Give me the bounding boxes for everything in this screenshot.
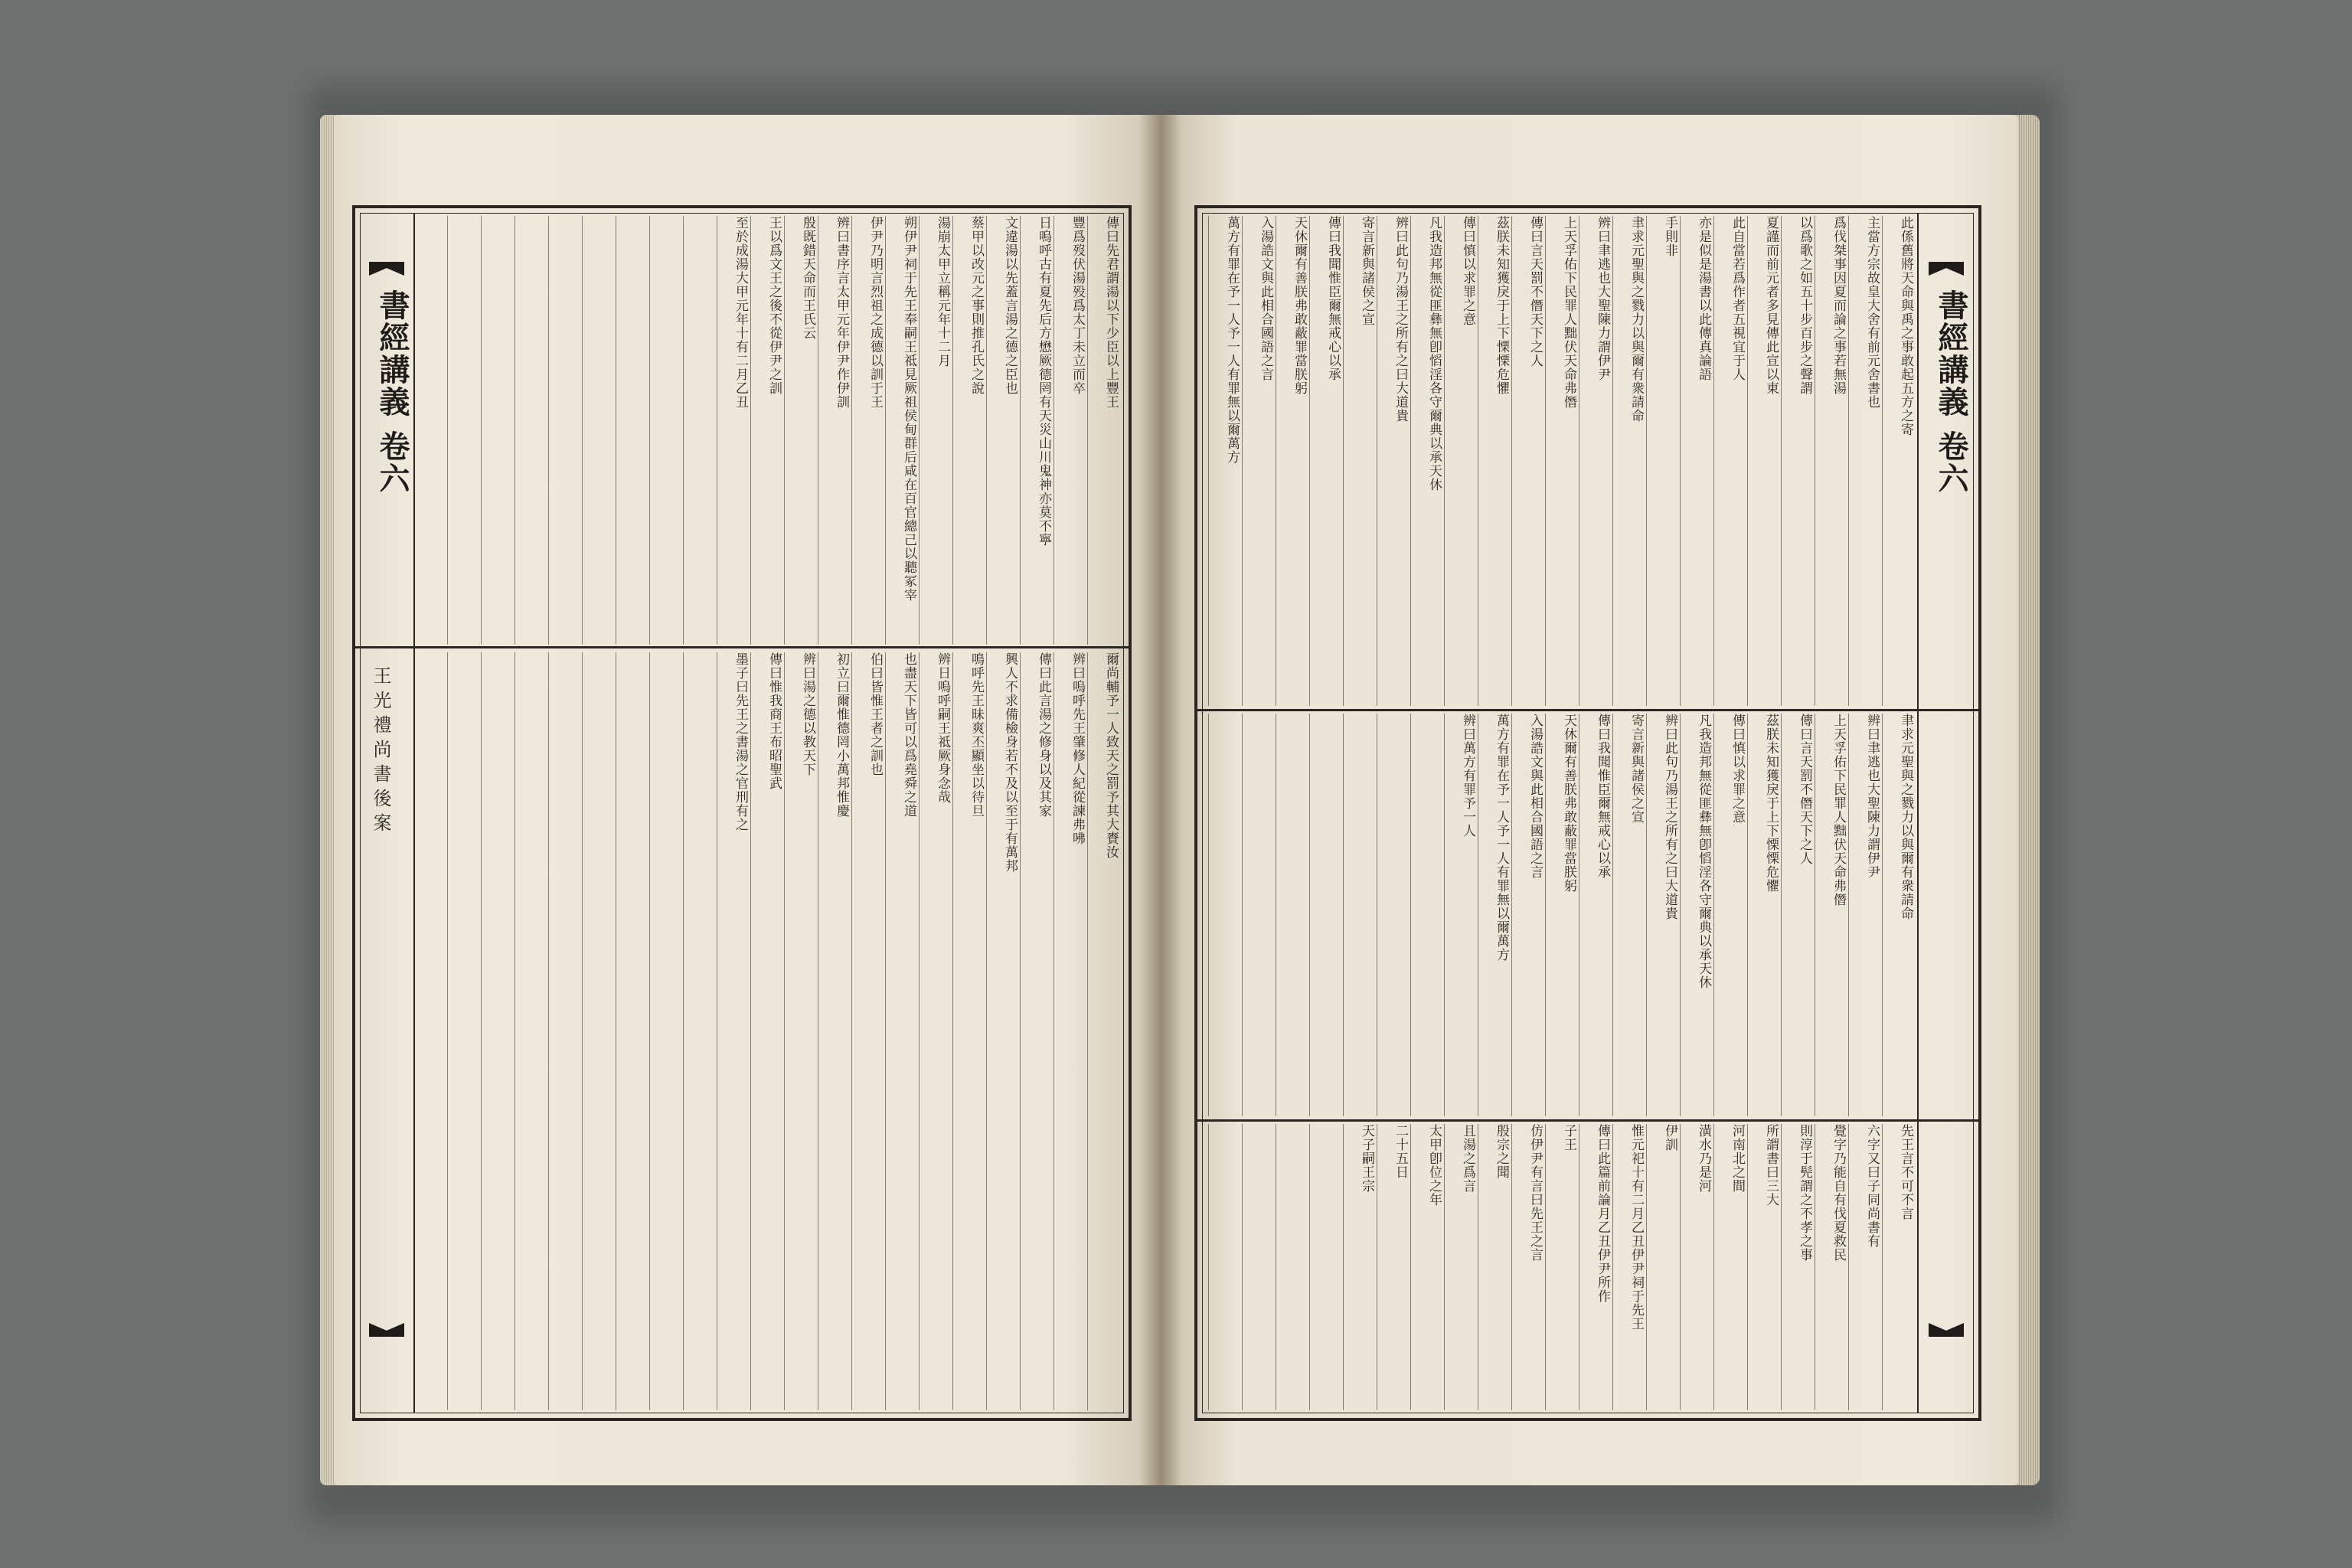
text-column: 覺字乃能自有伐夏救民 <box>1831 1124 1846 1262</box>
column-rule <box>1208 714 1209 1116</box>
right-top-text-block <box>1205 216 1916 706</box>
text-column: 至於成湯大甲元年十有二月乙丑 <box>733 216 748 409</box>
column-rule <box>784 652 785 1410</box>
column-rule <box>952 216 953 645</box>
right-page <box>1161 115 2018 1485</box>
text-column: 日嗚呼古有夏先后方懋厥德罔有天災山川鬼神亦莫不寧 <box>1036 216 1051 547</box>
text-column: 辨曰書序言太甲元年伊尹作伊訓 <box>834 216 849 409</box>
text-column: 萬方有罪在予一人予一人有罪無以爾萬方 <box>1224 216 1240 464</box>
column-rule <box>1882 216 1883 706</box>
column-rule <box>1242 714 1243 1116</box>
column-rule <box>952 652 953 1410</box>
column-rule <box>1848 714 1849 1116</box>
left-side-note: 王光禮尚書後案 <box>370 666 391 838</box>
text-column: 傳曰此篇前論月乙丑伊尹所作 <box>1595 1124 1610 1303</box>
book-gutter <box>1139 115 1182 1485</box>
text-column: 辨曰聿逃也大聖陳力謂伊尹 <box>1864 714 1880 879</box>
column-rule <box>1343 714 1344 1116</box>
column-rule <box>750 652 751 1410</box>
text-column: 傳曰慎以求罪之意 <box>1460 216 1475 326</box>
column-rule <box>1087 216 1088 645</box>
column-rule <box>1680 1124 1681 1410</box>
column-rule <box>1747 1124 1748 1410</box>
text-column: 萬方有罪在予一人予一人有罪無以爾萬方 <box>1494 714 1509 962</box>
fishtail-mark <box>1929 1323 1964 1337</box>
text-column: 夏謹而前元者多見傳此宣以東 <box>1763 216 1779 395</box>
text-column: 河南北之間 <box>1730 1124 1745 1193</box>
text-column: 凡我造邦無從匪彝無卽慆淫各守爾典以承天休 <box>1426 216 1442 492</box>
column-rule <box>1848 216 1849 706</box>
text-column: 太甲卽位之年 <box>1426 1124 1442 1207</box>
text-column: 此係舊將天命與禹之事敢起五方之寄 <box>1898 216 1913 436</box>
right-page-divider-2 <box>1197 1119 1978 1122</box>
left-bottom-text-block <box>416 652 1121 1410</box>
column-rule <box>851 652 852 1410</box>
column-rule <box>1545 216 1546 706</box>
right-page-divider <box>1197 709 1978 711</box>
column-rule <box>447 652 448 1410</box>
right-bottom-text-block <box>1205 1124 1916 1410</box>
right-page-frame <box>1194 205 1981 1421</box>
text-column: 聿求元聖與之戮力以與爾有衆請命 <box>1898 714 1913 920</box>
column-rule <box>582 652 583 1410</box>
column-rule <box>851 216 852 645</box>
column-rule <box>481 216 482 645</box>
text-column: 興人不求備檢身若不及以至于有萬邦 <box>1002 652 1018 873</box>
column-rule <box>1747 216 1748 706</box>
text-column: 六字又曰子同尚書有 <box>1864 1124 1880 1248</box>
left-page <box>334 115 1161 1485</box>
text-column: 也盡天下皆可以爲堯舜之道 <box>901 652 916 818</box>
text-column: 傳曰慎以求罪之意 <box>1730 714 1745 824</box>
column-rule <box>683 216 684 645</box>
left-page-frame <box>352 205 1132 1421</box>
column-rule <box>885 216 886 645</box>
text-column: 則淳于髡謂之不孝之事 <box>1797 1124 1812 1262</box>
left-page-title: 書經講義 卷六 <box>374 289 410 495</box>
left-page-divider <box>355 646 1129 648</box>
column-rule <box>1309 216 1310 706</box>
text-column: 辨日嗚呼嗣王祗厥身念哉 <box>935 652 950 804</box>
column-rule <box>649 652 650 1410</box>
text-column: 寄言新與諸侯之宣 <box>1359 216 1374 326</box>
column-rule <box>1680 714 1681 1116</box>
text-column: 惟元祀十有二月乙丑伊尹祠于先王 <box>1628 1124 1644 1331</box>
text-column: 天子嗣王宗 <box>1359 1124 1374 1193</box>
right-banxin <box>1917 213 1974 1413</box>
text-column: 傳曰言天罰不僭天下之人 <box>1527 216 1543 368</box>
column-rule <box>1087 652 1088 1410</box>
text-column: 辨曰此句乃湯王之所有之曰大道貴 <box>1393 216 1408 423</box>
text-column: 傳曰此言湯之修身以及其家 <box>1036 652 1051 818</box>
column-rule <box>548 216 549 645</box>
text-column: 爲伐桀事因夏而論之事若無湯 <box>1831 216 1846 395</box>
column-rule <box>1646 714 1647 1116</box>
fishtail-mark <box>1929 262 1964 276</box>
text-column: 辨曰嗚呼先王肇修人紀從諫弗咈 <box>1070 652 1085 845</box>
column-rule <box>1343 1124 1344 1410</box>
text-column: 辨曰湯之德以教天下 <box>800 652 815 776</box>
text-column: 爾尚輔予一人致天之罰予其大賚汝 <box>1103 652 1119 859</box>
column-rule <box>1882 1124 1883 1410</box>
right-page-edges <box>2015 115 2040 1485</box>
column-rule <box>1444 714 1445 1116</box>
column-rule <box>1343 216 1344 706</box>
column-rule <box>1713 216 1714 706</box>
text-column: 辨曰此句乃湯王之所有之曰大道貴 <box>1662 714 1677 920</box>
text-column: 傳曰我聞惟臣爾無戒心以承 <box>1595 714 1610 879</box>
column-rule <box>986 652 987 1410</box>
column-rule <box>919 652 920 1410</box>
text-column: 所謂書曰三大 <box>1763 1124 1779 1207</box>
column-rule <box>1511 1124 1512 1410</box>
text-column: 文違湯以先蓋言湯之德之臣也 <box>1002 216 1018 395</box>
column-rule <box>649 216 650 645</box>
column-rule <box>1646 1124 1647 1410</box>
text-column: 初立曰爾惟德罔小萬邦惟慶 <box>834 652 849 818</box>
right-middle-text-block <box>1205 714 1916 1116</box>
text-column: 伯曰皆惟王者之訓也 <box>867 652 883 776</box>
text-column: 朔伊尹祠于先王奉嗣王祗見厥祖侯甸群后咸在百官總己以聽冢宰 <box>901 216 916 602</box>
column-rule <box>514 216 515 645</box>
text-column: 仿伊尹有言曰先王之言 <box>1527 1124 1543 1262</box>
text-column: 伊尹乃明言烈祖之成德以訓于王 <box>867 216 883 409</box>
text-column: 傳曰先君謂湯以下少臣以上豐王 <box>1103 216 1119 409</box>
column-rule <box>1545 714 1546 1116</box>
text-column: 傳曰我聞惟臣爾無戒心以承 <box>1325 216 1341 381</box>
column-rule <box>1410 714 1411 1116</box>
right-page-title: 書經講義 卷六 <box>1933 289 1969 495</box>
text-column: 墨子曰先王之書湯之官刑有之 <box>733 652 748 831</box>
text-column: 天休爾有善朕弗敢蔽罪當朕躬 <box>1292 216 1307 395</box>
text-column: 此自當若爲作者五視宜于人 <box>1730 216 1745 381</box>
column-rule <box>1545 1124 1546 1410</box>
text-column: 上天孚佑下民罪人黜伏天命弗僭 <box>1561 216 1576 409</box>
column-rule <box>582 216 583 645</box>
text-column: 辨曰萬方有罪予一人 <box>1460 714 1475 838</box>
column-rule <box>1444 216 1445 706</box>
column-rule <box>447 216 448 645</box>
text-column: 以爲歌之如五十步百步之聲謂 <box>1797 216 1812 395</box>
text-column: 聿求元聖與之戮力以與爾有衆請命 <box>1628 216 1644 423</box>
column-rule <box>1781 714 1782 1116</box>
column-rule <box>784 216 785 645</box>
column-rule <box>1208 216 1209 706</box>
column-rule <box>885 652 886 1410</box>
text-column: 手則非 <box>1662 216 1677 257</box>
column-rule <box>1781 216 1782 706</box>
text-column: 傳曰言天罰不僭天下之人 <box>1797 714 1812 865</box>
column-rule <box>1781 1124 1782 1410</box>
column-rule <box>548 652 549 1410</box>
column-rule <box>1208 1124 1209 1410</box>
column-rule <box>1612 216 1613 706</box>
text-column: 伊訓 <box>1662 1124 1677 1152</box>
text-column: 寄言新與諸侯之宣 <box>1628 714 1644 824</box>
column-rule <box>1410 216 1411 706</box>
text-column: 且湯之爲言 <box>1460 1124 1475 1193</box>
column-rule <box>1242 1124 1243 1410</box>
text-column: 王以爲文王之後不從伊尹之訓 <box>766 216 782 395</box>
text-column: 辨曰聿逃也大聖陳力謂伊尹 <box>1595 216 1610 381</box>
text-column: 潢水乃是河 <box>1696 1124 1711 1193</box>
column-rule <box>1410 1124 1411 1410</box>
column-rule <box>1309 1124 1310 1410</box>
column-rule <box>1020 216 1021 645</box>
column-rule <box>1511 714 1512 1116</box>
text-column: 子王 <box>1561 1124 1576 1152</box>
column-rule <box>1848 1124 1849 1410</box>
text-column: 茲朕未知獲戾于上下慄慄危懼 <box>1763 714 1779 893</box>
column-rule <box>1612 1124 1613 1410</box>
left-top-text-block <box>416 216 1121 645</box>
column-rule <box>1612 714 1613 1116</box>
column-rule <box>1444 1124 1445 1410</box>
text-column: 殷既錯天命而王氏云 <box>800 216 815 340</box>
column-rule <box>481 652 482 1410</box>
text-column: 上天孚佑下民罪人黜伏天命弗僭 <box>1831 714 1846 906</box>
column-rule <box>986 216 987 645</box>
column-rule <box>1309 714 1310 1116</box>
column-rule <box>1242 216 1243 706</box>
text-column: 殷宗之聞 <box>1494 1124 1509 1179</box>
column-rule <box>683 652 684 1410</box>
text-column: 天休爾有善朕弗敢蔽罪當朕躬 <box>1561 714 1576 893</box>
column-rule <box>1882 714 1883 1116</box>
column-rule <box>1020 652 1021 1410</box>
text-column: 凡我造邦無從匪彝無卽慆淫各守爾典以承天休 <box>1696 714 1711 989</box>
column-rule <box>1747 714 1748 1116</box>
text-column: 傳曰惟我商王布昭聖武 <box>766 652 782 790</box>
column-rule <box>1646 216 1647 706</box>
text-column: 入湯誥文與此相合國語之言 <box>1258 216 1273 381</box>
column-rule <box>919 216 920 645</box>
text-column: 亦是似是湯書以此傳真論語 <box>1696 216 1711 381</box>
text-column: 先王言不可不言 <box>1898 1124 1913 1220</box>
column-rule <box>1680 216 1681 706</box>
column-rule <box>1713 1124 1714 1410</box>
column-rule <box>1713 714 1714 1116</box>
text-column: 豐爲歿伏湯殁爲太丁未立而卒 <box>1070 216 1085 395</box>
column-rule <box>1511 216 1512 706</box>
text-column: 蔡甲以改元之事則推孔氏之說 <box>969 216 984 395</box>
text-column: 主當方宗故皇大舍有前元舍書也 <box>1864 216 1880 409</box>
text-column: 二十五日 <box>1393 1124 1408 1179</box>
column-rule <box>514 652 515 1410</box>
text-column: 茲朕未知獲戾于上下慄慄危懼 <box>1494 216 1509 395</box>
fishtail-mark <box>369 262 404 276</box>
fishtail-mark <box>369 1323 404 1337</box>
text-column: 鳴呼先王昧爽丕顯坐以待旦 <box>969 652 984 818</box>
text-column: 湯崩太甲立稱元年十二月 <box>935 216 950 368</box>
column-rule <box>750 216 751 645</box>
text-column: 入湯誥文與此相合國語之言 <box>1527 714 1543 879</box>
